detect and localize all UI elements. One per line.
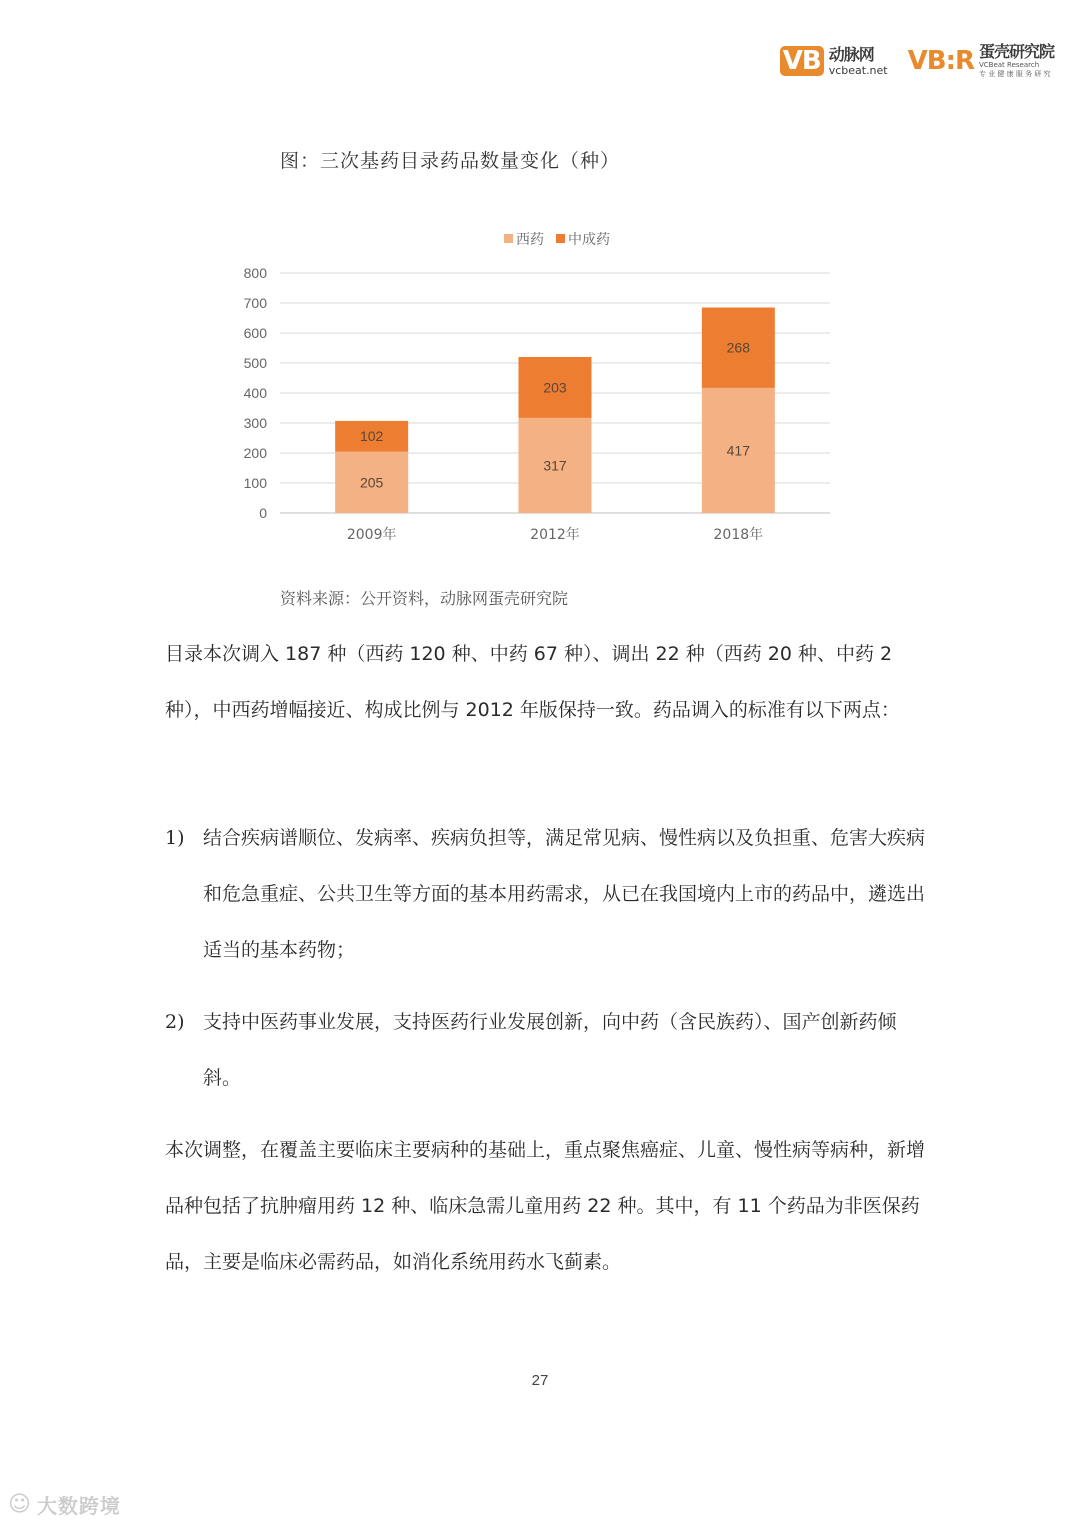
- header-logos: [780, 44, 1054, 78]
- x-tick-label-2009年: 2009年: [346, 527, 397, 543]
- paragraph-2: 本次调整，在覆盖主要临床主要病种的基础上，重点聚焦癌症、儿童、慢性病等病种，新增品种包括了抗肿瘤用药 12 种、临床急需儿童用药 22 种。其中，有 11 个药品为非医保药品，主要是临床必需药品，如消化系统用药水飞蓟素。: [165, 1139, 926, 1273]
- vcbeat-logo-text: [828, 44, 888, 77]
- figure-title: 图：三次基药目录药品数量变化（种）: [280, 150, 621, 172]
- watermark-text: 大数跨境: [36, 1494, 121, 1518]
- vcbeat-research-logo-text: [979, 44, 1054, 78]
- vcbeat-research-logo-tagline: 专 业 健 康 服 务 研 究: [978, 70, 1051, 78]
- watermark: [8, 1490, 121, 1519]
- y-tick-label-300: 300: [243, 415, 267, 431]
- data-label-2009年-中成药: 102: [359, 428, 384, 445]
- page-number: 27: [531, 1372, 549, 1389]
- vcbeat-logo-cn: 动脉网: [828, 44, 874, 64]
- y-tick-label-800: 800: [243, 265, 267, 281]
- y-tick-label-0: 0: [259, 505, 267, 521]
- x-tick-label-2012年: 2012年: [530, 527, 580, 543]
- legend-swatch-中成药: [556, 234, 565, 243]
- stacked-bar-chart: [220, 220, 860, 560]
- data-label-2018年-西药: 417: [726, 442, 751, 459]
- figure-source: 资料来源：公开资料，动脉网蛋壳研究院: [280, 589, 569, 608]
- y-tick-label-600: 600: [243, 325, 267, 341]
- y-tick-label-100: 100: [243, 475, 267, 491]
- data-label-2012年-中成药: 203: [543, 379, 567, 396]
- y-tick-label-700: 700: [243, 295, 267, 311]
- x-tick-label-2018年: 2018年: [713, 527, 764, 543]
- watermark-logo-icon: ☺: [8, 1492, 31, 1517]
- list-item-1-number: 1): [165, 827, 185, 849]
- legend-swatch-西药: [504, 234, 513, 243]
- vcbeat-research-logo-en: VCBeat Research: [978, 61, 1040, 69]
- y-tick-label-500: 500: [243, 355, 267, 371]
- list-item-1: [165, 810, 925, 978]
- vcbeat-research-logo-mark: VB:R: [907, 46, 974, 76]
- legend-label-中成药: 中成药: [568, 232, 610, 248]
- paragraph-1: 目录本次调入 187 种（西药 120 种、中药 67 种）、调出 22 种（西药 20 种、中药 2 种），中西药增幅接近、构成比例与 2012 年版保持一致。药品调入的标准有以下两点：: [165, 643, 900, 721]
- legend-label-西药: 西药: [516, 232, 544, 248]
- list-item-2-number: 2): [165, 1011, 185, 1033]
- data-label-2012年-西药: 317: [543, 457, 567, 474]
- vcbeat-logo: [780, 46, 888, 76]
- list-item-2-text: 支持中医药事业发展，支持医药行业发展创新，向中药（含民族药）、国产创新药倾斜。: [203, 1011, 897, 1089]
- list-item-2: [165, 994, 925, 1106]
- data-label-2009年-西药: 205: [359, 474, 384, 491]
- vcbeat-research-logo: [908, 44, 1054, 78]
- y-tick-label-400: 400: [243, 385, 267, 401]
- list-item-1-text: 结合疾病谱顺位、发病率、疾病负担等，满足常见病、慢性病以及负担重、危害大疾病和危急重症、公共卫生等方面的基本用药需求，从已在我国境内上市的药品中，遴选出适当的基本药物；: [203, 827, 926, 961]
- vcbeat-logo-mark: VB: [780, 46, 824, 76]
- y-tick-label-200: 200: [243, 445, 267, 461]
- vcbeat-research-logo-cn: 蛋壳研究院: [978, 42, 1054, 61]
- data-label-2018年-中成药: 268: [726, 339, 751, 356]
- vcbeat-logo-en: vcbeat.net: [828, 63, 888, 77]
